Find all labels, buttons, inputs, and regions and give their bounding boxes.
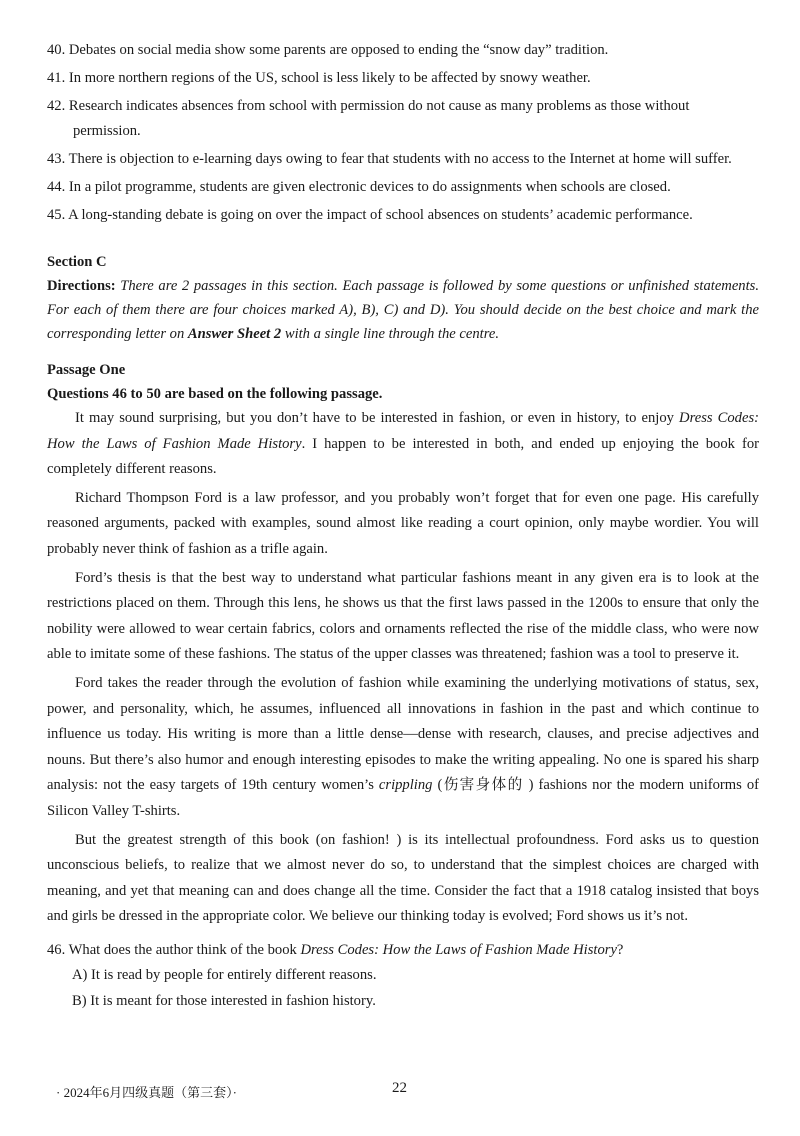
book-title: Dress Codes: How the Laws of Fashion Made History	[47, 410, 759, 452]
passage-paragraph-2: Richard Thompson Ford is a law professor, and you probably won’t forget that for even one page. His carefully reasoned arguments, packed with examples, sound almost like reading a court opinion, only maybe wordier. You will probably never think of fashion as a trifle again.	[47, 489, 759, 557]
page-number: 22	[392, 1080, 407, 1096]
statement-45: 45. A long-standing debate is going on over the impact of school absences on students’ academic performance.	[47, 207, 693, 223]
statement-40: 40. Debates on social media show some parents are opposed to ending the “snow day” tradition.	[47, 42, 609, 58]
question-stem-a: 46. What does the author think of the book	[47, 941, 301, 958]
p4-text-b: fashions nor the modern uniforms of Silicon Valley T-shirts.	[47, 777, 759, 819]
passage-paragraph-5: But the greatest strength of this book (on fashion! ) is its intellectual profoundness. Ford asks us to question unconscious beliefs, to realize that we almost never do so, to understand that the simplest choices are charged with meaning, and yet that meaning can and does change all the time. Consider the fact that a 1918 catalog insisted that boys and girls be dressed in the appropriate color. We believe our thinking today is evolved; Ford shows us it’s not.	[47, 831, 759, 925]
statement-42: 42. Research indicates absences from school with permission do not cause as many problems as those without permission.	[47, 98, 690, 139]
directions-text-2: with a single line through the centre.	[281, 326, 499, 342]
statement-44: 44. In a pilot programme, students are given electronic devices to do assignments when schools are closed.	[47, 179, 671, 195]
question-book-title: Dress Codes: How the Laws of Fashion Made History	[300, 941, 617, 958]
section-title: Section C	[47, 254, 107, 270]
option-b: B) It is meant for those interested in fashion history.	[72, 993, 376, 1010]
statement-41: 41. In more northern regions of the US, school is less likely to be affected by snowy weather.	[47, 70, 591, 86]
answer-sheet-label: Answer Sheet 2	[187, 326, 282, 342]
directions-text-1: There are 2 passages in this section. Each passage is followed by some questions or unfinished statements. For each of them there are four choices marked A), B), C) and D). You should decide on the best choice and mark the corresponding letter on	[47, 278, 759, 342]
p1-text-a: It may sound surprising, but you don’t have to be interested in fashion, or even in history, to enjoy	[75, 410, 680, 426]
footer-label: · 2024年6月四级真题（第三套）·	[56, 1085, 237, 1100]
passage-instruction: Questions 46 to 50 are based on the following passage.	[47, 386, 383, 402]
question-46	[47, 938, 759, 964]
passage-title: Passage One	[47, 362, 126, 378]
passage-paragraph-4	[47, 671, 759, 825]
chinese-gloss: (伤害身体的 )	[432, 777, 539, 794]
passage-paragraph-1	[47, 406, 759, 483]
p4-text-a: Ford takes the reader through the evolution of fashion while examining the underlying motivations of status, sex, power, and personality, which, he assumes, influenced all innovations in fashion in the past and which continue to influence us today. His writing is more than a little dense—dense with research, clauses, and precise adjectives and nouns. But there’s also humor and enough interesting episodes to make the writing appealing. No one is spared his sharp analysis: not the easy targets of 19th century women’s	[47, 674, 759, 794]
directions-label: Directions:	[47, 278, 116, 294]
statements-list	[47, 38, 759, 228]
option-a: A) It is read by people for entirely different reasons.	[72, 967, 377, 984]
question-stem-b: ?	[616, 941, 624, 958]
section-directions	[47, 274, 759, 346]
exam-page	[47, 38, 759, 1015]
statement-43: 43. There is objection to e-learning days owing to fear that students with no access to the Internet at home will suffer.	[47, 151, 732, 167]
passage-paragraph-3: Ford’s thesis is that the best way to understand what particular fashions meant in any given era is to look at the restrictions placed on them. Through this lens, he shows us that the first laws passed in the 1200s to ensure that only the nobility were allowed to wear certain fabrics, colors and ornaments reflected the rise of the middle class, who were now able to imitate some of these fashions. The status of the upper classes was threatened; fashion was a tool to preserve it.	[47, 569, 759, 663]
glossed-word: crippling	[378, 777, 433, 794]
p1-text-b: . I happen to be interested in both, and ended up enjoying the book for completely different reasons.	[47, 435, 759, 478]
